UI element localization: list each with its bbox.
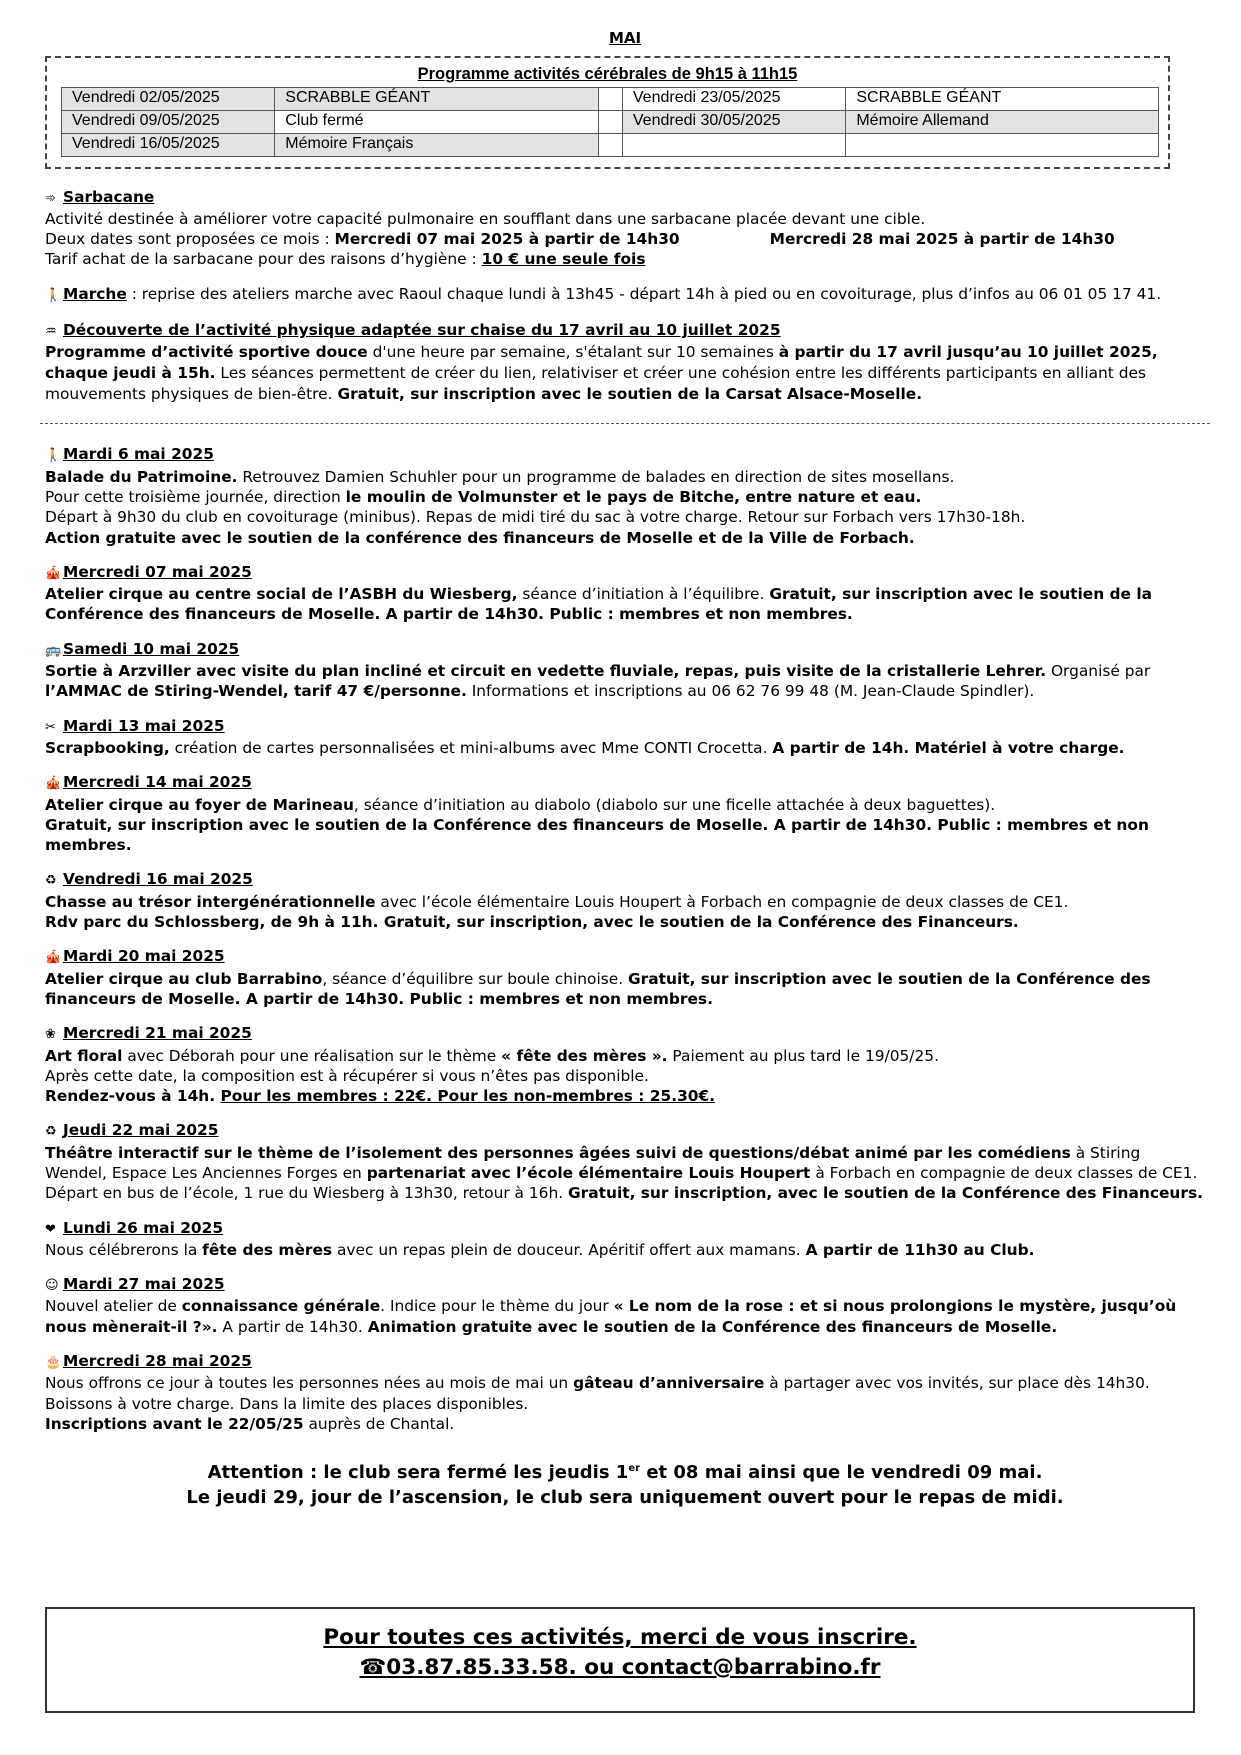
text-span: avec un repas plein de douceur. Apéritif offert aux mamans. <box>332 1240 806 1259</box>
table-spacer <box>599 87 623 110</box>
dashed-separator <box>40 423 1210 424</box>
contact-box <box>45 1607 1195 1713</box>
text-bold: Scrapbooking, <box>45 738 170 757</box>
text-span: Pour cette troisième journée, direction <box>45 487 346 506</box>
table-row <box>62 133 1159 156</box>
event-vendredi-16 <box>45 869 1205 932</box>
walking-icon: 🚶 <box>45 448 62 464</box>
month-title: MAI <box>608 29 642 47</box>
table-cell: Mémoire Allemand <box>846 110 1159 133</box>
recycle-icon: ♻ <box>45 1124 57 1140</box>
event-mardi-27 <box>45 1274 1205 1337</box>
event-mardi-20 <box>45 946 1205 1009</box>
text-span: , séance d’équilibre sur boule chinoise. <box>322 969 629 988</box>
text-span: auprès de Chantal. <box>303 1414 455 1433</box>
contact-details[interactable]: 03.87.85.33.58. ou contact@barrabino.fr <box>386 1655 881 1680</box>
text-bold: Programme d’activité sportive douce <box>45 343 368 362</box>
table-cell: Mémoire Français <box>275 133 599 156</box>
text-span: avec l’école élémentaire Louis Houpert à Forbach en compagnie de deux classes de CE1. <box>375 892 1069 911</box>
text-span: création de cartes personnalisées et mini-albums avec Mme CONTI Crocetta. <box>169 738 773 757</box>
heart-icon: ❤ <box>45 1221 56 1237</box>
table-cell: Vendredi 16/05/2025 <box>62 133 275 156</box>
text-span: Retrouvez Damien Schuhler pour un programme de balades en direction de sites mosellans. <box>237 467 955 486</box>
text-span: d'une heure par semaine, s'étalant sur 10 semaines <box>367 343 779 362</box>
text-bold: Théâtre interactif sur le thème de l’isolement des personnes âgées suivi de questions/débat animé par les comédiens <box>45 1143 1071 1162</box>
text-span: séance d’initiation à l’équilibre. <box>517 585 770 604</box>
text-line: Activité destinée à améliorer votre capacité pulmonaire en soufflant dans une sarbacane placée devant une cible. <box>45 209 926 228</box>
walking-icon: 🚶 <box>45 287 62 303</box>
text-bold: Atelier cirque au club Barrabino <box>45 969 323 988</box>
event-lundi-26 <box>45 1218 1205 1261</box>
text-bold: connaissance générale <box>181 1297 381 1316</box>
table-cell <box>622 133 845 156</box>
text-bold: « Le nom de la rose : et si nous prolongions le mystère, jusqu’où nous mènerait-il ?». <box>45 1297 1177 1336</box>
text-span: Deux dates sont proposées ce mois : <box>45 230 335 249</box>
text-bold: A partir de 14h. Matériel à votre charge. <box>772 738 1125 757</box>
text-span: avec Déborah pour une réalisation sur le thème <box>122 1046 502 1065</box>
event-title: Mercredi 14 mai 2025 <box>63 773 252 792</box>
text-bold: partenariat avec l’école élémentaire Louis Houpert <box>366 1163 811 1182</box>
text-span: Tarif achat de la sarbacane pour des raisons d’hygiène : <box>45 250 482 269</box>
text-span: Les séances permettent de créer du lien, relativiser et créer une cohésion entre les différents participants en alliant des mouvements physiques de bien-être. <box>45 364 1146 404</box>
text-line: Après cette date, la composition est à récupérer si vous n’êtes pas disponible. <box>45 1066 649 1085</box>
table-cell: SCRABBLE GÉANT <box>846 87 1159 110</box>
bus-icon: 🚌 <box>45 642 62 658</box>
table-cell: Vendredi 23/05/2025 <box>622 87 845 110</box>
text-bold: Art floral <box>45 1046 123 1065</box>
event-mardi-13 <box>45 716 1205 759</box>
event-title: Samedi 10 mai 2025 <box>63 639 240 658</box>
text-bold: Sortie à Arzviller avec visite du plan incliné et circuit en vedette fluviale, repas, puis visite de la cristallerie Lehrer. <box>45 662 1047 681</box>
text-bold: gâteau d’anniversaire <box>573 1374 765 1393</box>
event-jeudi-22 <box>45 1120 1205 1203</box>
text-line: Rdv parc du Schlossberg, de 9h à 11h. Gratuit, sur inscription, avec le soutien de la Conférence des Financeurs. <box>45 913 1019 932</box>
event-mardi-6 <box>45 444 1205 547</box>
superscript: er <box>628 1463 641 1475</box>
flower-icon: ❀ <box>45 1027 56 1043</box>
event-mercredi-28 <box>45 1351 1205 1434</box>
table-cell <box>846 133 1159 156</box>
table-cell: Club fermé <box>275 110 599 133</box>
table-row <box>62 110 1159 133</box>
text-bold: Inscriptions avant le 22/05/25 <box>45 1414 304 1433</box>
circus-icon: 🎪 <box>45 776 62 792</box>
apa-section <box>45 320 1205 405</box>
gymnastics-icon: ♒ <box>45 324 57 340</box>
table-cell: Vendredi 09/05/2025 <box>62 110 275 133</box>
table-row <box>62 87 1159 110</box>
text-bold: Atelier cirque au centre social de l’ASBH du Wiesberg, <box>45 585 518 604</box>
text-span: à partager avec vos invités, sur place dès 14h30. <box>764 1374 1150 1393</box>
text-bold: Balade du Patrimoine. <box>45 467 238 486</box>
event-title: Mardi 27 mai 2025 <box>63 1275 225 1294</box>
airflow-icon: ➾ <box>45 190 56 206</box>
table-cell: Vendredi 30/05/2025 <box>622 110 845 133</box>
text-span: Informations et inscriptions au 06 62 76 99 48 (M. Jean-Claude Spindler). <box>466 682 1035 701</box>
contact-phone-line <box>47 1653 1193 1683</box>
text-span: Organisé par <box>1046 662 1151 681</box>
text-span: Nous offrons ce jour à toutes les personnes nées au mois de mai un <box>45 1374 574 1393</box>
date-one: Mercredi 07 mai 2025 à partir de 14h30 <box>334 230 680 249</box>
text-line: Action gratuite avec le soutien de la conférence des financeurs de Moselle et de la Ville de Forbach. <box>45 528 915 547</box>
date-two: Mercredi 28 mai 2025 à partir de 14h30 <box>769 230 1115 249</box>
table-spacer <box>599 110 623 133</box>
event-title: Vendredi 16 mai 2025 <box>63 870 253 889</box>
text-span: Attention : le club sera fermé les jeudis 1 <box>207 1462 629 1484</box>
text-line <box>45 229 1205 249</box>
text-span: Nouvel atelier de <box>45 1297 182 1316</box>
text-bold: à partir du 17 avril jusqu’au 10 juillet 2025, chaque jeudi à 15h. <box>45 343 1158 383</box>
event-mercredi-7 <box>45 562 1205 625</box>
text-bold: Animation gratuite avec le soutien de la Conférence des financeurs de Moselle. <box>367 1317 1058 1336</box>
section-title: Découverte de l’activité physique adaptée sur chaise du 17 avril au 10 juillet 2025 <box>63 321 781 340</box>
event-title: Mercredi 21 mai 2025 <box>63 1024 252 1043</box>
circus-icon: 🎪 <box>45 565 62 581</box>
programme-title: Programme activités cérébrales de 9h15 à 11h15 <box>417 65 798 84</box>
text-line: Départ à 9h30 du club en covoiturage (minibus). Repas de midi tiré du sac à votre charge. Retour sur Forbach vers 17h30-18h. <box>45 508 1026 527</box>
cake-icon: 🎂 <box>45 1355 62 1371</box>
contact-line: Pour toutes ces activités, merci de vous inscrire. <box>323 1625 917 1650</box>
text-bold: Rendez-vous à 14h. <box>45 1087 221 1106</box>
event-title: Lundi 26 mai 2025 <box>63 1218 224 1237</box>
text-line: Le jeudi 29, jour de l’ascension, le club sera uniquement ouvert pour le repas de midi. <box>186 1487 1064 1509</box>
scissors-icon: ✂ <box>45 719 56 735</box>
text-span: Paiement au plus tard le 19/05/25. <box>667 1046 939 1065</box>
text-line: Boissons à votre charge. Dans la limite des places disponibles. <box>45 1394 529 1413</box>
text-line <box>45 249 1205 269</box>
event-title: Mercredi 28 mai 2025 <box>63 1352 252 1371</box>
event-mercredi-21 <box>45 1023 1205 1106</box>
telephone-icon: ☎ <box>359 1655 387 1680</box>
event-title: Mercredi 07 mai 2025 <box>63 562 252 581</box>
sarbacane-section <box>45 187 1205 270</box>
section-title: Marche <box>63 284 127 303</box>
text-bold: l’AMMAC de Stiring-Wendel, tarif 47 €/personne. <box>45 682 467 701</box>
text-bold: « fête des mères ». <box>501 1046 668 1065</box>
attention-notice <box>45 1460 1205 1510</box>
text-span: à Forbach en compagnie de deux classes de CE1. <box>810 1163 1198 1182</box>
text-span: Départ en bus de l’école, 1 rue du Wiesberg à 13h30, retour à 16h. <box>45 1184 569 1203</box>
programme-table <box>61 87 1159 157</box>
event-samedi-10 <box>45 639 1205 702</box>
text-span: à Stiring Wendel, Espace Les Anciennes Forges en <box>45 1143 1141 1182</box>
text-span: : reprise des ateliers marche avec Raoul chaque lundi à 13h45 - départ 14h à pied ou en covoiturage, plus d’infos au 06 01 05 17 41. <box>126 284 1162 303</box>
text-bold: Gratuit, sur inscription, avec le soutien de la Conférence des Financeurs. <box>568 1184 1203 1203</box>
text-line: Gratuit, sur inscription avec le soutien de la Conférence des financeurs de Moselle. A partir de 14h30. Public : membres et non membres. <box>45 815 1149 855</box>
price: Pour les membres : 22€. Pour les non-membres : 25.30€. <box>220 1087 716 1106</box>
text-bold: Gratuit, sur inscription avec le soutien de la Conférence des financeurs de Moselle. A partir de 14h30. Public : membres et non membres. <box>45 969 1151 1008</box>
text-bold: Chasse au trésor intergénérationnelle <box>45 892 376 911</box>
text-bold: A partir de 11h30 au Club. <box>805 1240 1035 1259</box>
text-span: A partir de 14h30. <box>217 1317 368 1336</box>
circus-icon: 🎪 <box>45 950 62 966</box>
event-title: Jeudi 22 mai 2025 <box>63 1121 219 1140</box>
event-title: Mardi 6 mai 2025 <box>63 445 214 464</box>
text-bold: le moulin de Volmunster et le pays de Bitche, entre nature et eau. <box>345 487 922 506</box>
table-cell: SCRABBLE GÉANT <box>275 87 599 110</box>
brain-icon: ☺ <box>45 1278 59 1294</box>
text-bold: Gratuit, sur inscription avec le soutien de la Conférence des financeurs de Moselle. A partir de 14h30. Public : membres et non membres. <box>45 585 1153 624</box>
event-title: Mardi 13 mai 2025 <box>63 716 225 735</box>
text-span: . Indice pour le thème du jour <box>380 1297 614 1316</box>
recycle-icon: ♻ <box>45 873 57 889</box>
text-span: Nous célébrerons la <box>45 1240 203 1259</box>
page <box>45 28 1205 1510</box>
text-bold: Gratuit, sur inscription avec le soutien de la Carsat Alsace-Moselle. <box>337 385 923 404</box>
section-title: Sarbacane <box>63 187 155 206</box>
programme-box <box>45 56 1170 168</box>
text-bold: Atelier cirque au foyer de Marineau <box>45 795 354 814</box>
table-spacer <box>599 133 623 156</box>
text-span: , séance d’initiation au diabolo (diabolo sur une ficelle attachée à deux baguettes). <box>353 795 996 814</box>
text-bold: fête des mères <box>202 1240 333 1259</box>
price: 10 € une seule fois <box>481 250 646 269</box>
event-title: Mardi 20 mai 2025 <box>63 947 225 966</box>
table-cell: Vendredi 02/05/2025 <box>62 87 275 110</box>
event-mercredi-14 <box>45 772 1205 855</box>
text-span: et 08 mai ainsi que le vendredi 09 mai. <box>640 1462 1043 1484</box>
marche-section <box>45 284 1205 306</box>
